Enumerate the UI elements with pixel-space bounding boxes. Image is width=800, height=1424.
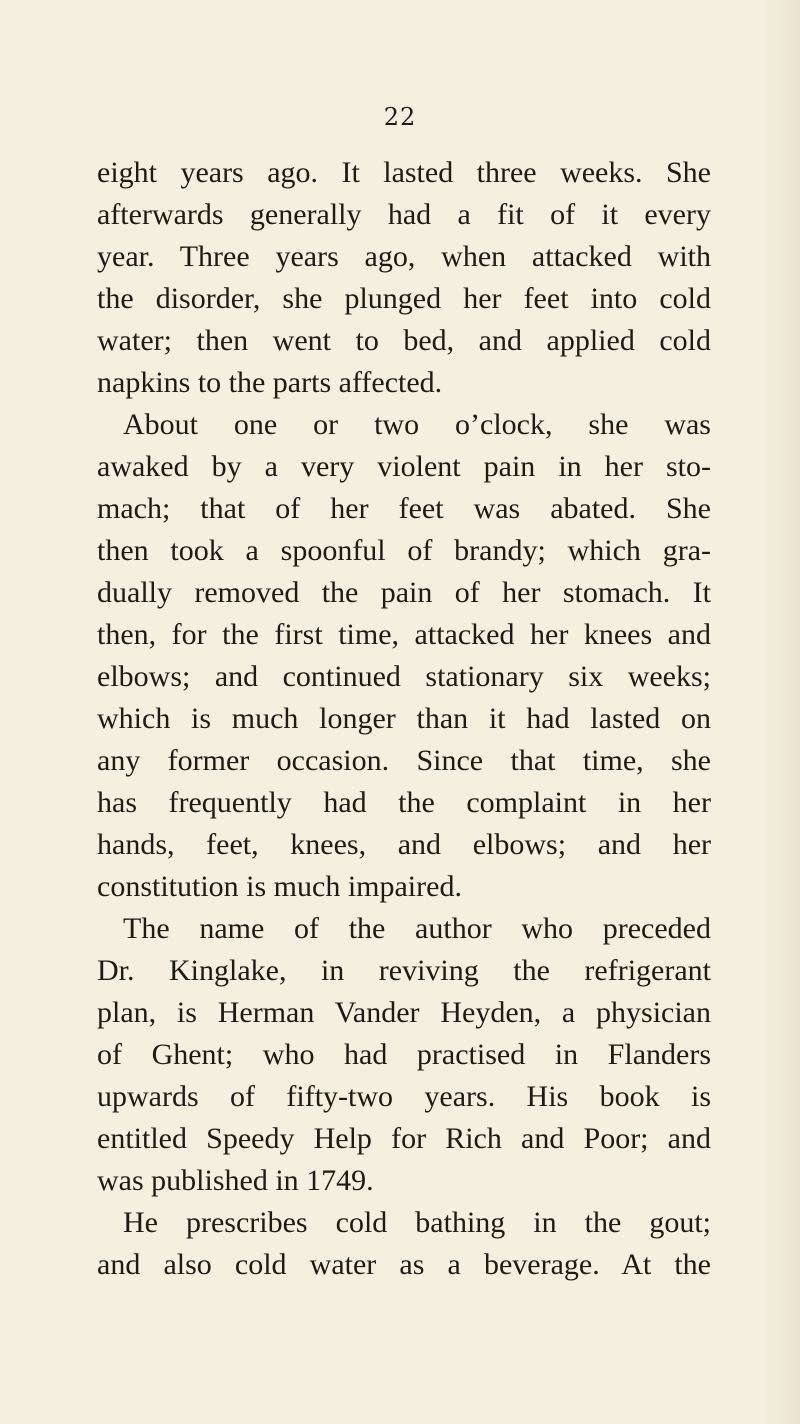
text-line: then, for the first time, attacked her knees and <box>97 618 711 651</box>
text-line: napkins to the parts affected. <box>97 366 443 399</box>
text-line: upwards of fifty-two years. His book is <box>97 1080 711 1113</box>
text-line: which is much longer than it had lasted on <box>97 702 711 735</box>
text-line: water; then went to bed, and applied cold <box>97 324 711 357</box>
text-line: has frequently had the complaint in her <box>97 786 711 819</box>
body-text <box>97 152 711 1286</box>
text-line: then took a spoonful of brandy; which gra- <box>97 534 711 567</box>
text-line: afterwards generally had a fit of it every <box>97 198 711 231</box>
text-line: was published in 1749. <box>97 1164 374 1197</box>
text-line: entitled Speedy Help for Rich and Poor; and <box>97 1122 711 1155</box>
text-line: awaked by a very violent pain in her sto- <box>97 450 711 483</box>
text-line: any former occasion. Since that time, she <box>97 744 711 777</box>
text-line: mach; that of her feet was abated. She <box>97 492 711 525</box>
text-line: elbows; and continued stationary six weeks; <box>97 660 711 693</box>
page-edge-shadow <box>764 0 800 1424</box>
text-line: He prescribes cold bathing in the gout; <box>123 1206 711 1239</box>
page-number: 22 <box>383 103 417 131</box>
text-line: year. Three years ago, when attacked with <box>97 240 711 273</box>
text-line: Dr. Kinglake, in reviving the refrigerant <box>97 954 711 987</box>
text-line: dually removed the pain of her stomach. It <box>97 576 711 609</box>
text-line: constitution is much impaired. <box>97 870 462 903</box>
text-line: hands, feet, knees, and elbows; and her <box>97 828 711 861</box>
text-line: and also cold water as a beverage. At the <box>97 1248 711 1281</box>
text-line: plan, is Herman Vander Heyden, a physician <box>97 996 711 1029</box>
text-line: The name of the author who preceded <box>123 912 711 945</box>
text-line: of Ghent; who had practised in Flanders <box>97 1038 711 1071</box>
text-line: the disorder, she plunged her feet into cold <box>97 282 711 315</box>
text-line: About one or two o’clock, she was <box>123 408 711 441</box>
text-line: eight years ago. It lasted three weeks. She <box>97 156 711 189</box>
